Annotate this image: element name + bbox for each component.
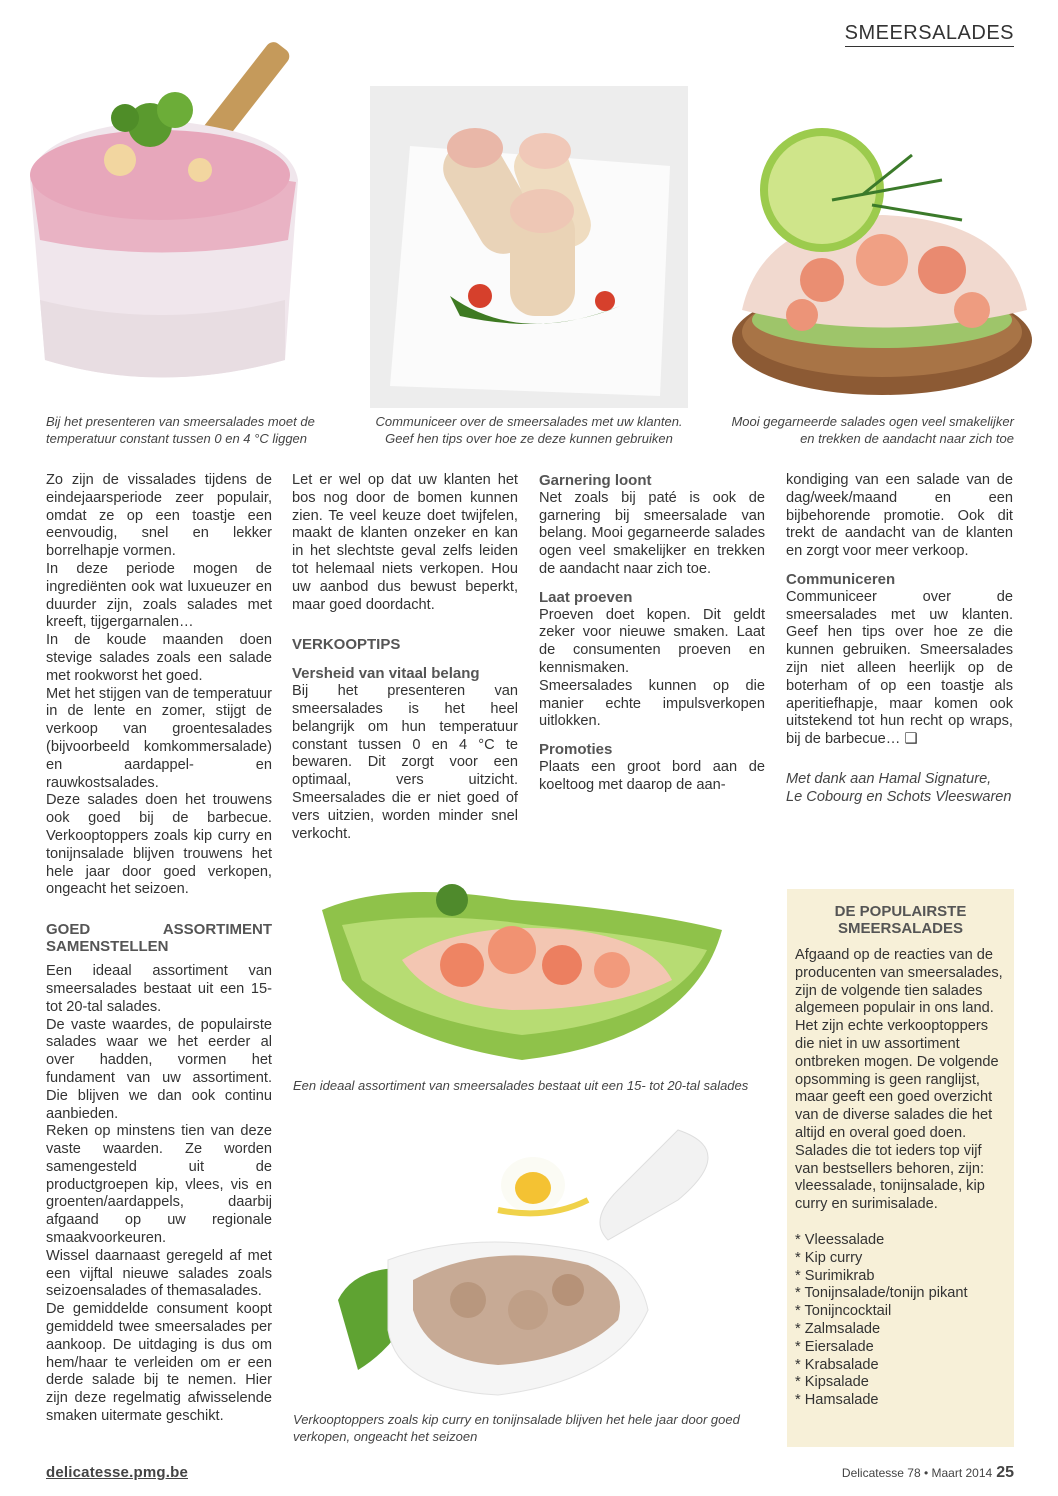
issue-label: Delicatesse 78 • Maart 2014 [841, 1466, 993, 1480]
list-item: * Tonijncocktail [795, 1303, 892, 1320]
paragraph: Bij het presenteren van smeersalades is het heel belangrijk om hun temperatuur constant tussen 0 en 4 °C te bewaren. Dit zorgt voor een optimaal, vers uitzicht. Smeersalades die er niet goed of vers uitzien, worden minder snel verkocht. [292, 683, 518, 842]
paragraph: Smeersalades kunnen op die manier echte impulsverkopen uitlokken. [539, 677, 765, 730]
paragraph: Reken op minstens tien van deze vaste waarden. Ze worden samengesteld uit de productgroepen kip, vlees, vis en groenten/aardappels, daarbij afgaand op uw regionale smaakvoorkeuren. [46, 1123, 272, 1247]
list-item: * Hamsalade [795, 1392, 879, 1409]
caption-spoon: Verkooptoppers zoals kip curry en tonijnsalade blijven het hele jaar door goed verkopen, ongeacht het seizoen [293, 1412, 740, 1444]
paragraph: In deze periode mogen de ingrediënten ook wat luxueuzer en duurder zijn, zoals salades met kreeft, tijgergarnalen… [46, 560, 272, 631]
sidebar-title: DE POPULAIRSTE SMEERSALADES [834, 903, 967, 937]
list-item: * Vleessalade [795, 1231, 885, 1248]
salad-list [795, 1232, 1014, 1410]
paragraph: In de koude maanden doen stevige salades zoals een salade met rookworst het goed. [46, 632, 272, 684]
caption-lettuce: Een ideaal assortiment van smeersalades bestaat uit een 15- tot 20-tal salades [293, 1078, 749, 1093]
footer-issue [842, 1464, 1014, 1482]
sidebar-box-popular-salads [787, 889, 1014, 1447]
list-item: * Tonijnsalade/tonijn pikant [795, 1285, 968, 1302]
list-item: * Kipsalade [795, 1374, 869, 1391]
photo-spoon-salad [318, 1110, 738, 1408]
paragraph: Plaats een groot bord aan de koeltoog met daarop de aan- [539, 758, 765, 793]
subheading: Versheid van vitaal belang [292, 665, 480, 683]
section-heading: GOED ASSORTIMENT SAMENSTELLEN [46, 921, 272, 956]
article-column-1 [46, 472, 272, 1426]
paragraph: Deze salades doen het trouwens ook goed bij de barbecue. Verkooptoppers zoals kip curry en tonijnsalade blijven trouwens het hele jaar door goed verkopen, ongeacht het seizoen. [46, 792, 272, 898]
paragraph: De gemiddelde consument koopt gemiddeld twee smeersalades per aankoop. De uitdaging is dus om hem/haar te verleiden om er een derde salade bij te nemen. Hier zijn deze regelmatig afwisselende smaken uitermate geschikt. [46, 1301, 272, 1425]
paragraph: Let er wel op dat uw klanten het bos nog door de bomen kunnen zien. Te veel keuze doet twijfelen, maakt de klanten onzeker en kan in het slechtste geval zelfs leiden tot helemaal niets verkopen. Hou uw aanbod dus bewust beperkt, maar goed doordacht. [292, 472, 518, 613]
paragraph: Zo zijn de vissalades tijdens de eindejaarsperiode zeer populair, omdat ze op een toastje een eenvoudig, snel en lekker borrelhapje vormen. [46, 472, 272, 560]
paragraph: Communiceer over de smeersalades met uw klanten. Geef hen tips over hoe ze die kunnen gebruiken. Smeersalades zijn niet alleen heerlijk op de boterham of op een toastje als aperitiefhapje, maar komen ook uitstekend tot hun recht op wraps, bij de barbecue… ❑ [786, 588, 1013, 748]
caption-toast: Mooi gegarneerde salades ogen veel smakelijker en trekken de aandacht naar zich toe [731, 414, 1014, 446]
article-column-2 [292, 472, 518, 843]
section-title: SMEERSALADES [845, 22, 1014, 47]
list-item: * Krabsalade [795, 1356, 879, 1373]
section-heading: VERKOOPTIPS [292, 636, 401, 654]
page-number: 25 [996, 1464, 1014, 1481]
credits-line: Le Cobourg en Schots Vleeswaren [786, 788, 1012, 805]
subheading: Laat proeven [539, 588, 633, 606]
photo-wraps [370, 86, 688, 408]
subheading: Communiceren [786, 570, 896, 588]
sidebar-text: Afgaand op de reacties van de producenten van smeersalades, zijn de volgende tien salades algemeen populair in ons land. Het zijn echte verkooptoppers die niet in uw assortiment ontbreken mogen. De volgende opsomming is geen ranglijst, maar geeft een goed overzicht van de diverse salades die het altijd en overal goed doen. Salades die tot ieders top vijf van bestsellers behoren, zijn: vleessalade, tonijnsalade, kip curry en surimisalade. [795, 947, 1003, 1213]
photo-lettuce-salad [312, 870, 732, 1070]
article-column-3 [539, 472, 765, 795]
subheading: Promoties [539, 741, 613, 759]
paragraph: Met het stijgen van de temperatuur in de lente en zomer, stijgt de verkoop van groentesalades (bijvoorbeeld komkommersalade) en aardappel- en rauwkostsalades. [46, 685, 272, 791]
paragraph: De vaste waardes, de populairste salades waar we het eerder al over hadden, vormen het fundament van uw assortiment. Die blijven we dan ook continu aanbieden. [46, 1016, 272, 1122]
photo-salad-jar [0, 0, 340, 408]
paragraph: Net zoals bij paté is ook de garnering bij smeersalade van belang. Mooi gegarneerde salades ogen veel smakelijker en trekken de aandacht naar zich toe. [539, 489, 765, 577]
paragraph: kondiging van een salade van de dag/week/maand en een bijbehorende promotie. Ook dit trekt de aandacht van de klanten en zorgt voor meer verkoop. [786, 472, 1013, 560]
subheading: Garnering loont [539, 472, 652, 489]
photo-toast [712, 120, 1042, 408]
article-column-4 [786, 472, 1013, 807]
list-item: * Zalmsalade [795, 1320, 881, 1337]
caption-jar: Bij het presenteren van smeersalades moet de temperatuur constant tussen 0 en 4 °C liggen [46, 414, 315, 446]
website-link[interactable]: delicatesse.pmg.be [46, 1464, 188, 1481]
list-item: * Eiersalade [795, 1338, 874, 1355]
paragraph: Proeven doet kopen. Dit geldt zeker voor nieuwe smaken. Laat de consumenten proeven en kennismaken. [539, 606, 765, 676]
paragraph: Wissel daarnaast geregeld af met een vijftal nieuwe salades zoals seizoensalades of themasalades. [46, 1247, 272, 1300]
paragraph: Een ideaal assortiment van smeersalades bestaat uit een 15- tot 20-tal salades. [46, 963, 272, 1015]
list-item: * Kip curry [795, 1249, 863, 1266]
credits-line: Met dank aan Hamal Signature, [786, 770, 992, 787]
list-item: * Surimikrab [795, 1267, 875, 1284]
caption-wraps: Communiceer over de smeersalades met uw klanten. Geef hen tips over hoe ze deze kunnen gebruiken [375, 414, 683, 446]
